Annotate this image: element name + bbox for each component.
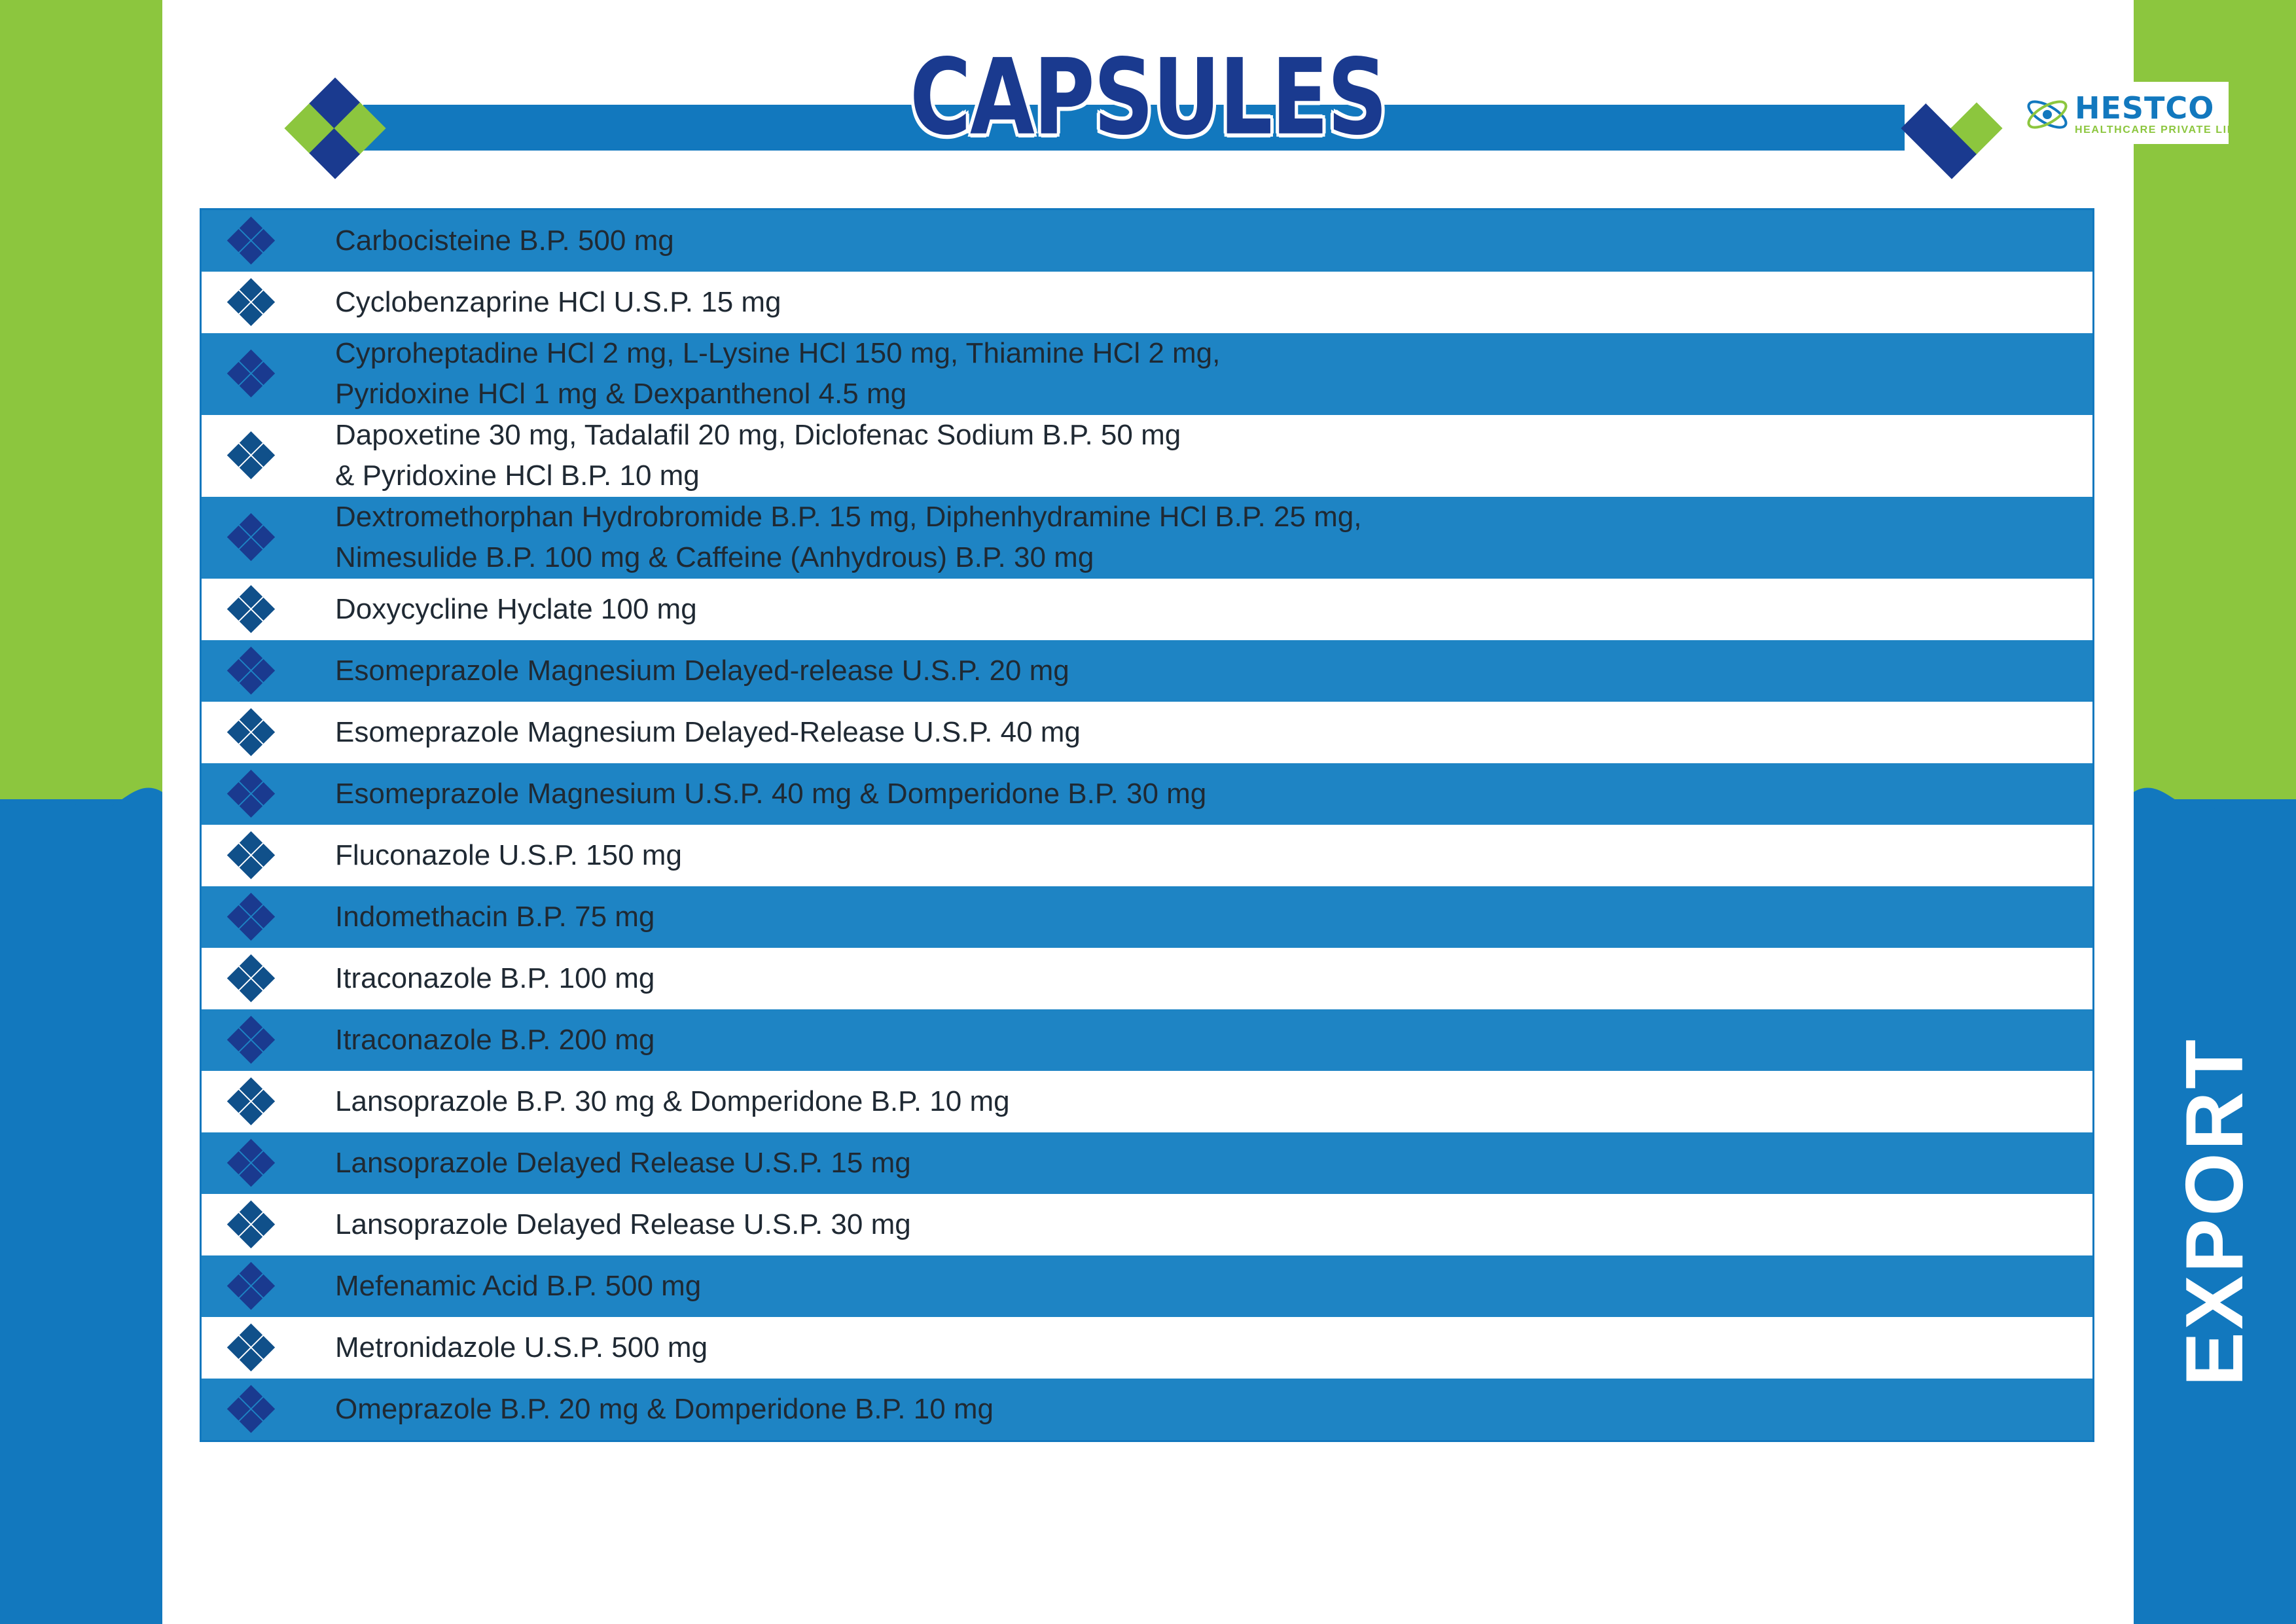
- row-bullet-cell: [202, 948, 301, 1009]
- diamond-bullet-icon: [230, 588, 272, 630]
- table-row: [202, 640, 2092, 702]
- diamond-bullet-icon: [230, 712, 272, 753]
- table-row: [202, 1194, 2092, 1255]
- row-text-cell: [301, 1255, 2092, 1317]
- row-bullet-cell: [202, 1132, 301, 1194]
- row-bullet-cell: [202, 640, 301, 702]
- table-row: [202, 415, 2092, 497]
- row-text-cell: [301, 415, 2092, 497]
- diamond-bullet-icon: [230, 281, 272, 323]
- row-text-cell: [301, 272, 2092, 333]
- export-side-label: [2134, 799, 2296, 1624]
- table-row: [202, 210, 2092, 272]
- row-text-cell: [301, 579, 2092, 640]
- product-name: Esomeprazole Magnesium Delayed-release U.S.P. 20 mg: [335, 654, 1069, 687]
- row-bullet-cell: [202, 1317, 301, 1379]
- row-text-cell: [301, 702, 2092, 763]
- table-row: [202, 763, 2092, 825]
- product-name: Carbocisteine B.P. 500 mg: [335, 224, 674, 257]
- page-title: CAPSULES: [909, 37, 1387, 159]
- diamond-bullet-icon: [230, 1327, 272, 1369]
- row-bullet-cell: [202, 1194, 301, 1255]
- product-table: [200, 208, 2094, 1442]
- table-row: [202, 948, 2092, 1009]
- row-text-cell: [301, 886, 2092, 948]
- product-name-line2: & Pyridoxine HCl B.P. 10 mg: [335, 460, 700, 492]
- row-text-cell: [301, 1379, 2092, 1440]
- row-bullet-cell: [202, 702, 301, 763]
- diamond-bullet-icon: [230, 896, 272, 938]
- product-name: Esomeprazole Magnesium Delayed-Release U.S.P. 40 mg: [335, 715, 1081, 748]
- logo-name: HESTCO: [2075, 90, 2215, 126]
- row-text-cell: [301, 497, 2092, 579]
- row-bullet-cell: [202, 415, 301, 497]
- table-row: [202, 886, 2092, 948]
- row-text-cell: [301, 640, 2092, 702]
- row-text-cell: [301, 825, 2092, 886]
- row-bullet-cell: [202, 763, 301, 825]
- table-row: [202, 1071, 2092, 1132]
- product-name: Indomethacin B.P. 75 mg: [335, 900, 655, 933]
- row-bullet-cell: [202, 1379, 301, 1440]
- table-row: [202, 579, 2092, 640]
- logo-tagline: HEALTHCARE PRIVATE LIMITED: [2075, 124, 2265, 135]
- diamond-bullet-icon: [230, 1142, 272, 1184]
- row-text-cell: [301, 333, 2092, 415]
- diamond-bullet-icon: [230, 1204, 272, 1246]
- row-text-cell: [301, 1071, 2092, 1132]
- product-name: Omeprazole B.P. 20 mg & Domperidone B.P. 10 mg: [335, 1392, 994, 1425]
- diamond-bullet-icon: [230, 220, 272, 262]
- product-name: Lansoprazole Delayed Release U.S.P. 15 mg: [335, 1146, 911, 1179]
- diamond-bullet-icon: [230, 516, 272, 558]
- product-name: Fluconazole U.S.P. 150 mg: [335, 839, 682, 871]
- product-name-line2: Pyridoxine HCl 1 mg & Dexpanthenol 4.5 mg: [335, 378, 907, 410]
- export-side-label-text: EXPORT: [2170, 1037, 2260, 1386]
- table-row: [202, 702, 2092, 763]
- diamond-bullet-icon: [230, 1019, 272, 1061]
- product-name: Lansoprazole B.P. 30 mg & Domperidone B.P. 10 mg: [335, 1085, 1010, 1117]
- row-bullet-cell: [202, 1255, 301, 1317]
- row-text-cell: [301, 1009, 2092, 1071]
- table-row: [202, 272, 2092, 333]
- product-name: Dextromethorphan Hydrobromide B.P. 15 mg, Diphenhydramine HCl B.P. 25 mg,: [335, 500, 1362, 533]
- row-bullet-cell: [202, 825, 301, 886]
- row-bullet-cell: [202, 210, 301, 272]
- row-bullet-cell: [202, 886, 301, 948]
- product-name: Mefenamic Acid B.P. 500 mg: [335, 1269, 702, 1302]
- diamond-bullet-icon: [230, 773, 272, 815]
- row-text-cell: [301, 1194, 2092, 1255]
- row-bullet-cell: [202, 333, 301, 415]
- product-name: Cyclobenzaprine HCl U.S.P. 15 mg: [335, 285, 781, 318]
- table-row: [202, 1255, 2092, 1317]
- left-wave-divider: [0, 766, 162, 851]
- row-bullet-cell: [202, 272, 301, 333]
- product-name: Dapoxetine 30 mg, Tadalafil 20 mg, Diclofenac Sodium B.P. 50 mg: [335, 418, 1181, 451]
- diamond-bullet-icon: [230, 835, 272, 876]
- row-bullet-cell: [202, 1009, 301, 1071]
- product-name: Cyproheptadine HCl 2 mg, L-Lysine HCl 150 mg, Thiamine HCl 2 mg,: [335, 337, 1221, 369]
- left-decorative-band: [0, 0, 162, 1624]
- product-name: Doxycycline Hyclate 100 mg: [335, 592, 697, 625]
- row-bullet-cell: [202, 579, 301, 640]
- row-bullet-cell: [202, 1071, 301, 1132]
- row-text-cell: [301, 1317, 2092, 1379]
- diamond-bullet-icon: [230, 435, 272, 477]
- product-name: Itraconazole B.P. 200 mg: [335, 1023, 655, 1056]
- product-name: Itraconazole B.P. 100 mg: [335, 962, 655, 994]
- table-row: [202, 825, 2092, 886]
- product-name: Metronidazole U.S.P. 500 mg: [335, 1331, 708, 1363]
- table-row: [202, 333, 2092, 415]
- product-name-line2: Nimesulide B.P. 100 mg & Caffeine (Anhydrous) B.P. 30 mg: [335, 541, 1094, 574]
- row-text-cell: [301, 948, 2092, 1009]
- table-row: [202, 1317, 2092, 1379]
- diamond-bullet-icon: [230, 353, 272, 395]
- product-name: Esomeprazole Magnesium U.S.P. 40 mg & Domperidone B.P. 30 mg: [335, 777, 1207, 810]
- row-text-cell: [301, 763, 2092, 825]
- diamond-bullet-icon: [230, 1081, 272, 1123]
- left-band-blue: [0, 799, 162, 1624]
- table-row: [202, 1009, 2092, 1071]
- product-name: Lansoprazole Delayed Release U.S.P. 30 mg: [335, 1208, 911, 1240]
- diamond-bullet-icon: [230, 650, 272, 692]
- diamond-bullet-icon: [230, 1388, 272, 1430]
- row-text-cell: [301, 1132, 2092, 1194]
- table-row: [202, 497, 2092, 579]
- table-row: [202, 1132, 2092, 1194]
- table-row: [202, 1379, 2092, 1440]
- row-bullet-cell: [202, 497, 301, 579]
- row-text-cell: [301, 210, 2092, 272]
- diamond-bullet-icon: [230, 1265, 272, 1307]
- diamond-bullet-icon: [230, 958, 272, 1000]
